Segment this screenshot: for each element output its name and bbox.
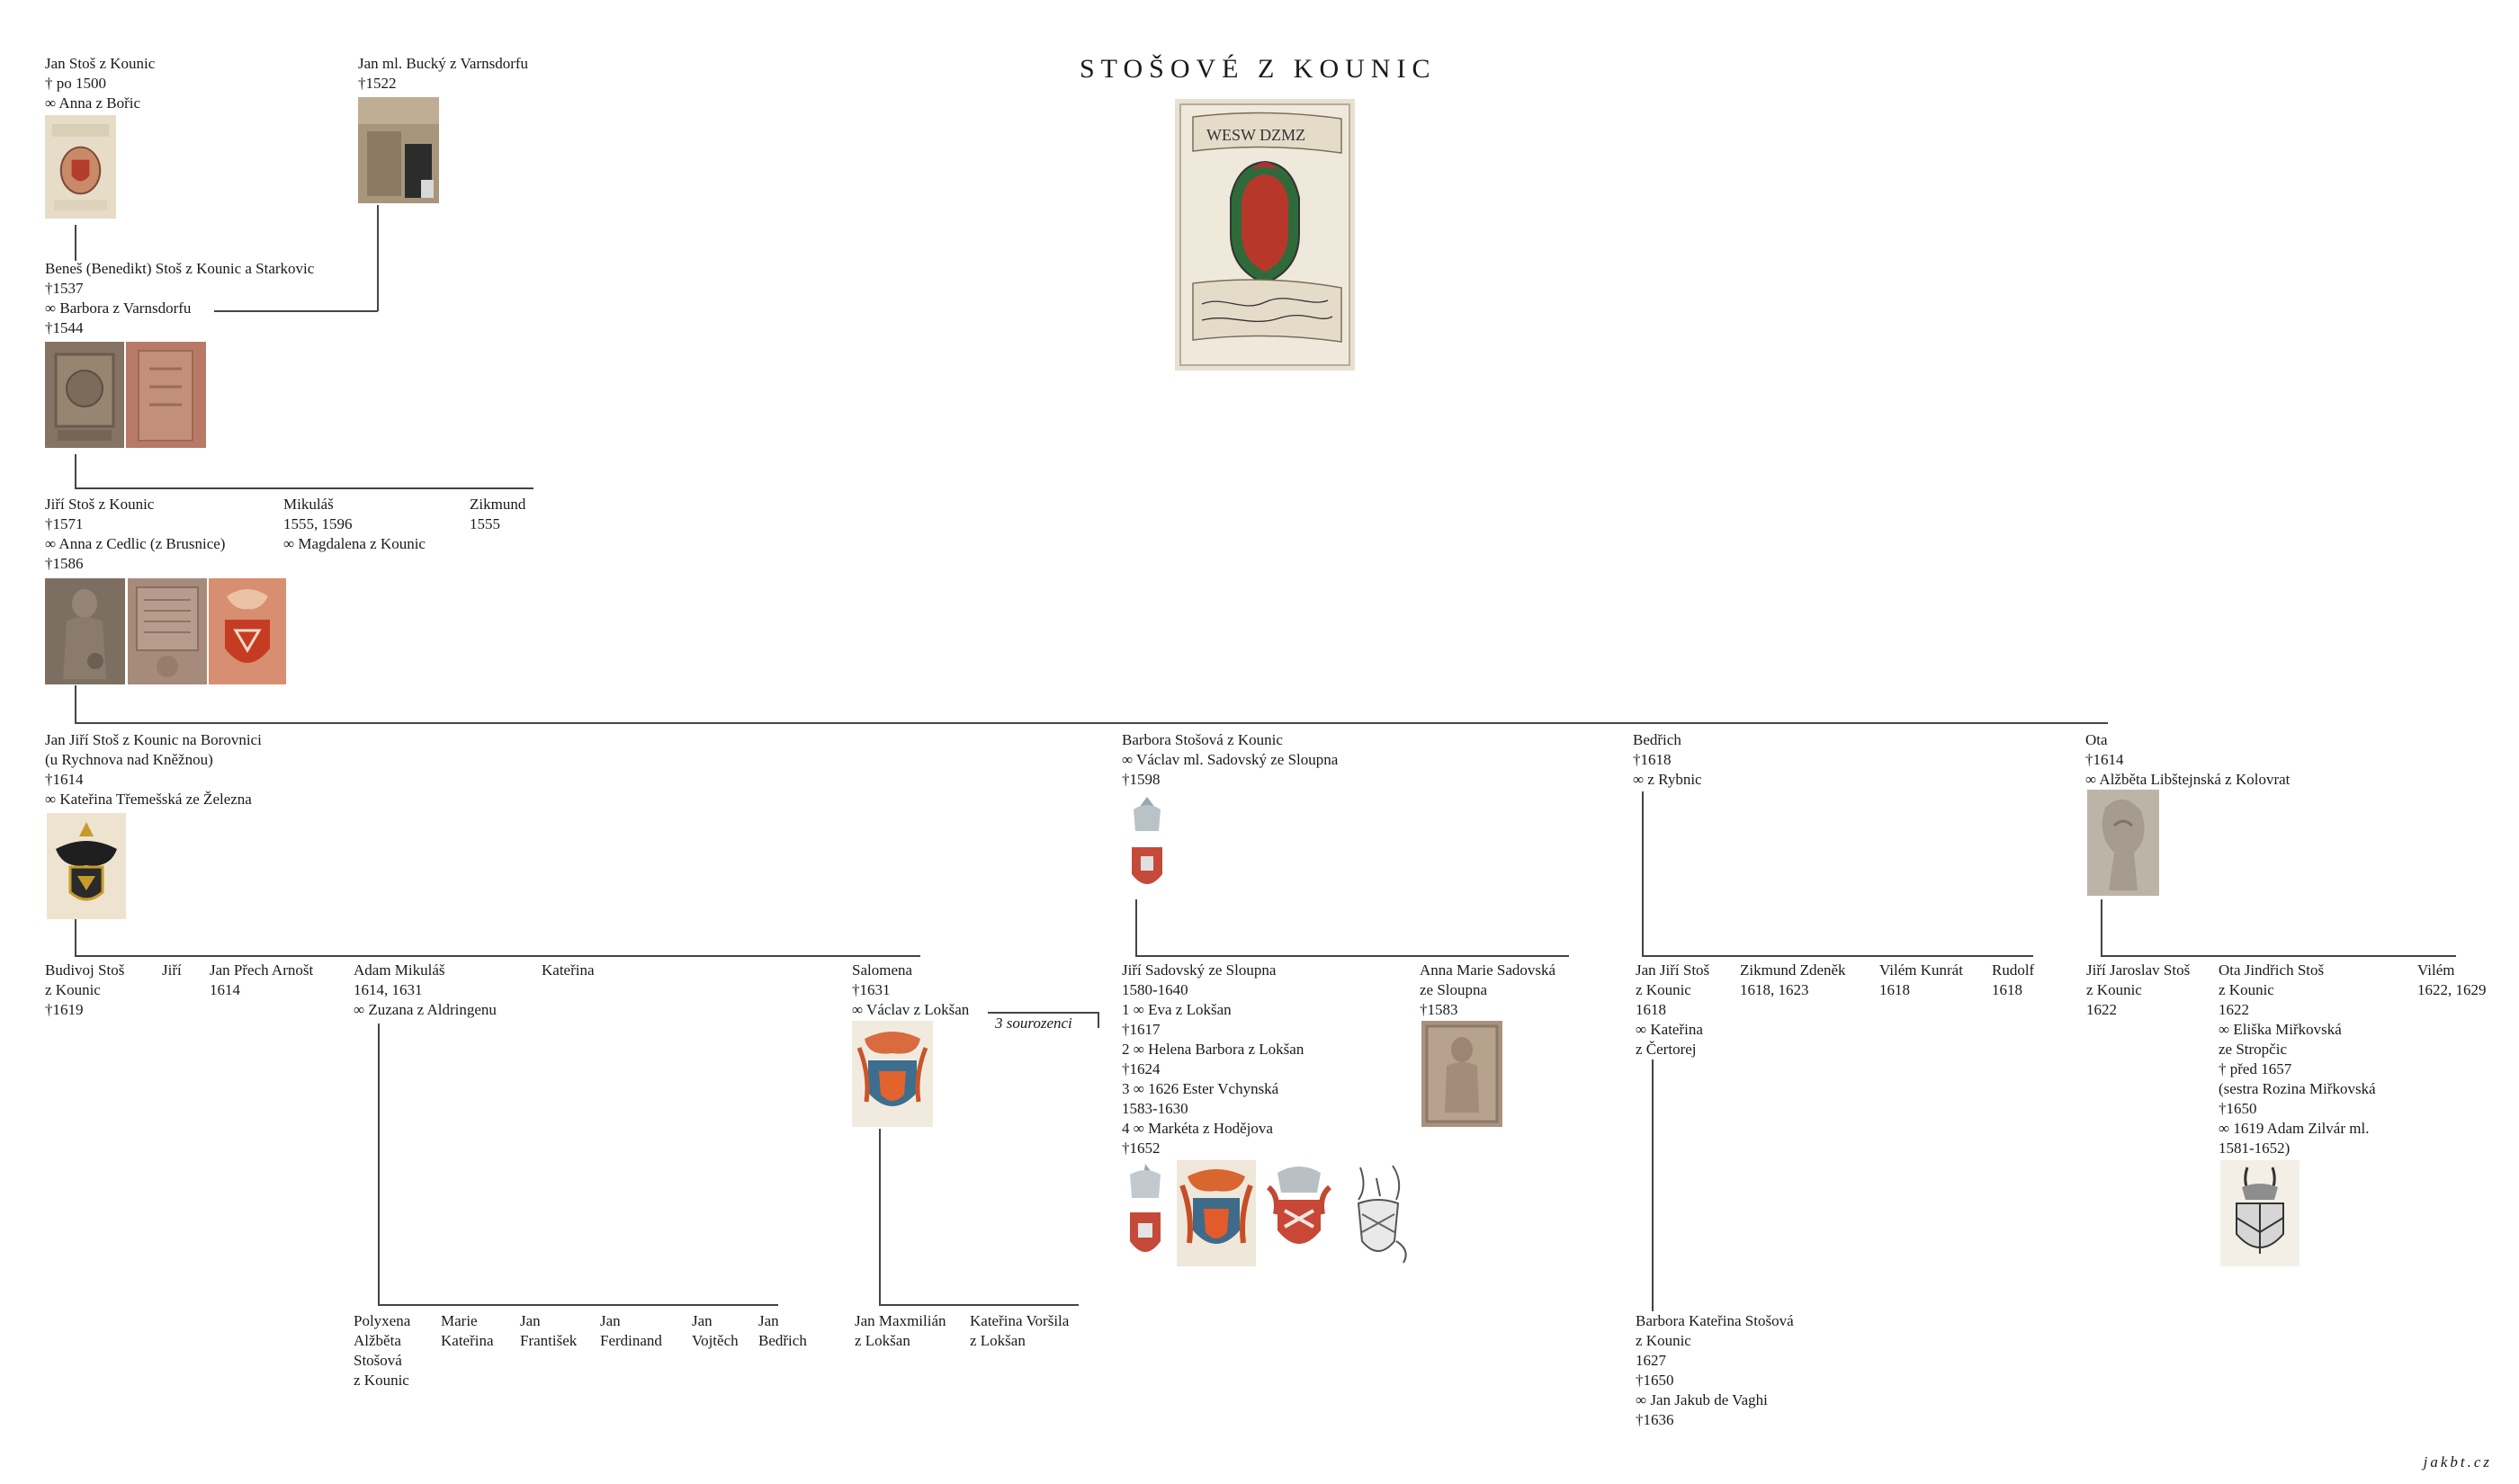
person-detail: †1583 [1420, 1001, 1458, 1018]
person-polyxena [354, 1311, 410, 1390]
person-name: František [520, 1332, 578, 1349]
person-detail: z Kounic [1636, 981, 1691, 998]
person-name: Ota [2085, 731, 2108, 748]
person-jiri-jaroslav [2086, 961, 2190, 1020]
person-jan-prech [210, 961, 313, 1000]
person-name: Jan Jiří Stoš z Kounic na Borovnici [45, 731, 262, 748]
person-name: Vilém Kunrát [1879, 961, 1963, 979]
person-detail: † před 1657 [2219, 1060, 2292, 1077]
person-detail: 1618 [1879, 981, 1910, 998]
person-jiri-stos [45, 495, 225, 574]
person-name: Marie [441, 1312, 478, 1329]
heraldic-shield-drawing-image [2220, 1160, 2299, 1266]
person-detail: † po 1500 [45, 75, 106, 92]
person-name: Vojtěch [692, 1332, 739, 1349]
person-spouse: ∞ Anna z Cedlic (z Brusnice) [45, 535, 226, 552]
person-rudolf [1992, 961, 2034, 1000]
connector-line [75, 225, 76, 261]
person-name: Stošová [354, 1352, 402, 1369]
person-name: Jan ml. Bucký z Varnsdorfu [358, 55, 529, 72]
person-name: Jiří Stoš z Kounic [45, 496, 155, 513]
person-detail: 1618 [1992, 981, 2022, 998]
manuscript-image [1175, 99, 1355, 371]
person-jan-stos [45, 54, 155, 113]
person-name: Barbora Kateřina Stošová [1636, 1312, 1794, 1329]
person-name: Beneš (Benedikt) Stoš z Kounic a Starkovic [45, 260, 315, 277]
person-ota [2085, 730, 2290, 790]
person-jan-jiri [45, 730, 262, 809]
person-detail: †1586 [45, 555, 84, 572]
person-detail: z Čertorej [1636, 1041, 1697, 1058]
person-spouse: ∞ Zuzana z Aldringenu [354, 1001, 497, 1018]
person-detail: 1614 [210, 981, 240, 998]
person-katerina-vorsila [970, 1311, 1069, 1351]
connector-line [75, 919, 76, 955]
person-detail: ze Stropčic [2219, 1041, 2287, 1058]
person-detail: †1631 [852, 981, 891, 998]
person-jan-bucky [358, 54, 528, 94]
person-name: Alžběta [354, 1332, 401, 1349]
heraldic-shield-image [1260, 1160, 1339, 1266]
person-detail: †1598 [1122, 771, 1161, 788]
person-detail: †1614 [45, 771, 84, 788]
person-detail: 1555, 1596 [283, 515, 353, 532]
siblings-note: 3 sourozenci [995, 1015, 1072, 1032]
connector-line [75, 454, 76, 488]
person-detail: ze Sloupna [1420, 981, 1488, 998]
person-spouse: ∞ Jan Jakub de Vaghi [1636, 1391, 1768, 1408]
person-detail: z Kounic [354, 1372, 409, 1389]
person-name: Jan [692, 1312, 713, 1329]
connector-line [1652, 1059, 1654, 1311]
connector-line [1642, 955, 2033, 957]
heraldic-shield-image [1125, 791, 1170, 898]
person-spouse: ∞ Václav z Lokšan [852, 1001, 970, 1018]
person-detail: †1617 [1122, 1021, 1161, 1038]
carved-stone-figure-image [1421, 1021, 1502, 1127]
person-detail: z Lokšan [855, 1332, 910, 1349]
person-spouse: ∞ Alžběta Libštejnská z Kolovrat [2085, 771, 2290, 788]
person-name: Ota Jindřich Stoš [2219, 961, 2325, 979]
person-name: Vilém [2417, 961, 2455, 979]
person-name: Jiří Sadovský ze Sloupna [1122, 961, 1277, 979]
person-spouse: ∞ Magdalena z Kounic [283, 535, 426, 552]
person-detail: †1614 [2085, 751, 2124, 768]
person-detail: 1580-1640 [1122, 981, 1188, 998]
person-name: Jan [758, 1312, 779, 1329]
person-barbora-katerina [1636, 1311, 1794, 1430]
person-detail: z Kounic [45, 981, 101, 998]
person-jan-bedrich [758, 1311, 807, 1351]
person-name: Budivoj Stoš [45, 961, 125, 979]
connector-line [75, 487, 533, 489]
person-ota-jindrich [2219, 961, 2376, 1158]
person-detail: †1650 [1636, 1372, 1674, 1389]
painted-coat-of-arms-image [852, 1021, 933, 1127]
person-name: Kateřina Voršila [970, 1312, 1070, 1329]
painted-coat-of-arms-image [209, 578, 286, 684]
person-name: Zikmund Zdeněk [1740, 961, 1846, 979]
person-name: Anna Marie Sadovská [1420, 961, 1556, 979]
person-detail: †1571 [45, 515, 84, 532]
connector-line [377, 205, 379, 311]
person-name: Mikuláš [283, 496, 334, 513]
person-spouse: ∞ 1619 Adam Zilvár ml. [2219, 1120, 2370, 1137]
tombstone-photo-image [358, 97, 439, 203]
person-bedrich [1633, 730, 1702, 790]
person-name: Barbora Stošová z Kounic [1122, 731, 1283, 748]
person-name: Bedřich [758, 1332, 807, 1349]
person-detail: z Lokšan [970, 1332, 1026, 1349]
person-detail: 1583-1630 [1122, 1100, 1188, 1117]
connector-line [1135, 955, 1569, 957]
person-zikmund [470, 495, 525, 534]
person-benes [45, 259, 314, 338]
person-jiri-sadovsky [1122, 961, 1304, 1158]
person-detail: †1544 [45, 319, 84, 336]
connector-line [1642, 791, 1644, 955]
person-detail: 1622 [2219, 1001, 2249, 1018]
person-name: Salomena [852, 961, 913, 979]
person-spouse: 3 ∞ 1626 Ester Vchynská [1122, 1080, 1279, 1097]
person-salomena [852, 961, 969, 1020]
person-name: Jan Maxmilián [855, 1312, 946, 1329]
person-spouse: ∞ Eliška Miřkovská [2219, 1021, 2342, 1038]
person-spouse: ∞ Kateřina Třemešská ze Železna [45, 791, 252, 808]
person-name: Jan Stoš z Kounic [45, 55, 156, 72]
person-spouse: 4 ∞ Markéta z Hodějova [1122, 1120, 1273, 1137]
person-name: Kateřina [441, 1332, 494, 1349]
person-detail: †1652 [1122, 1140, 1161, 1157]
inscribed-stone-plaque-image [128, 578, 207, 684]
tombstone-photo-image [126, 342, 206, 448]
person-detail: †1522 [358, 75, 397, 92]
person-detail: †1636 [1636, 1411, 1674, 1428]
person-jan-vojtech [692, 1311, 739, 1351]
person-anna-marie [1420, 961, 1555, 1020]
person-adam [354, 961, 497, 1020]
person-name: Zikmund [470, 496, 526, 513]
sketched-coat-of-arms-image [1340, 1160, 1416, 1266]
person-detail: 1622, 1629 [2417, 981, 2487, 998]
person-jan-jiri-stos [1636, 961, 1709, 1059]
connector-line [1098, 1012, 1099, 1028]
person-detail: z Kounic [1636, 1332, 1691, 1349]
person-name: Jan [600, 1312, 621, 1329]
person-detail: z Kounic [2086, 981, 2142, 998]
person-name: Jan [520, 1312, 541, 1329]
person-name: Kateřina [542, 961, 595, 979]
person-katerina-child [542, 961, 595, 980]
person-mikulas [283, 495, 426, 554]
person-jan-ferdinand [600, 1311, 662, 1351]
person-detail: †1624 [1122, 1060, 1161, 1077]
connector-line [378, 1024, 380, 1304]
black-heraldic-eagle-image [47, 813, 126, 919]
person-jiri-child [162, 961, 182, 980]
connector-line [879, 1304, 1079, 1306]
connector-line [378, 1304, 778, 1306]
person-detail: (sestra Rozina Miřkovská [2219, 1080, 2376, 1097]
carved-stone-crest-image [45, 342, 124, 448]
person-detail: †1619 [45, 1001, 84, 1018]
person-jan-frantisek [520, 1311, 577, 1351]
connector-line [879, 1129, 881, 1304]
carved-stone-figure-image [45, 578, 125, 684]
carved-stone-relief-image [2087, 790, 2159, 896]
person-spouse: ∞ Barbora z Varnsdorfu [45, 299, 192, 317]
manuscript-label: WESW DZMZ [1206, 126, 1306, 144]
page-title: STOŠOVÉ Z KOUNIC [1080, 54, 1437, 84]
connector-line [2101, 899, 2102, 955]
person-spouse: ∞ z Rybnic [1633, 771, 1702, 788]
person-marie-katerina [441, 1311, 494, 1351]
person-name: Polyxena [354, 1312, 411, 1329]
person-detail: †1618 [1633, 751, 1672, 768]
heraldic-shield-image [1123, 1160, 1168, 1266]
person-spouse: ∞ Václav ml. Sadovský ze Sloupna [1122, 751, 1339, 768]
person-detail: 1555 [470, 515, 500, 532]
person-name: Jiří [162, 961, 182, 979]
person-detail: †1537 [45, 280, 84, 297]
person-detail: 1618, 1623 [1740, 981, 1809, 998]
person-name: Adam Mikuláš [354, 961, 445, 979]
connector-line [2101, 955, 2456, 957]
person-detail: 1622 [2086, 1001, 2117, 1018]
person-budivoj [45, 961, 124, 1020]
person-detail: 1627 [1636, 1352, 1666, 1369]
person-spouse: 1 ∞ Eva z Lokšan [1122, 1001, 1232, 1018]
person-detail: 1614, 1631 [354, 981, 423, 998]
person-name: Ferdinand [600, 1332, 662, 1349]
painted-coat-of-arms-image [45, 115, 116, 219]
person-name: Bedřich [1633, 731, 1681, 748]
person-detail: 1618 [1636, 1001, 1666, 1018]
person-spouse: 2 ∞ Helena Barbora z Lokšan [1122, 1041, 1304, 1058]
connector-line [75, 685, 76, 723]
person-detail: †1650 [2219, 1100, 2257, 1117]
person-vilem-kunrat [1879, 961, 1963, 1000]
person-vilem [2417, 961, 2487, 1000]
connector-line [75, 722, 2108, 724]
person-spouse: ∞ Kateřina [1636, 1021, 1703, 1038]
person-detail: (u Rychnova nad Kněžnou) [45, 751, 213, 768]
painted-coat-of-arms-image [1177, 1160, 1256, 1266]
connector-line [75, 955, 920, 957]
connector-line [988, 1012, 1098, 1014]
person-name: Jan Jiří Stoš [1636, 961, 1710, 979]
person-zikmund-zdenek [1740, 961, 1846, 1000]
person-name: Jan Přech Arnošt [210, 961, 314, 979]
person-jan-maxmilian [855, 1311, 946, 1351]
connector-line [1135, 899, 1137, 955]
person-detail: 1581-1652) [2219, 1140, 2290, 1157]
person-barbora [1122, 730, 1338, 790]
person-spouse: ∞ Anna z Bořic [45, 94, 141, 112]
person-detail: z Kounic [2219, 981, 2274, 998]
person-name: Jiří Jaroslav Stoš [2086, 961, 2191, 979]
site-watermark: jakbt.cz [2423, 1453, 2492, 1471]
person-name: Rudolf [1992, 961, 2035, 979]
